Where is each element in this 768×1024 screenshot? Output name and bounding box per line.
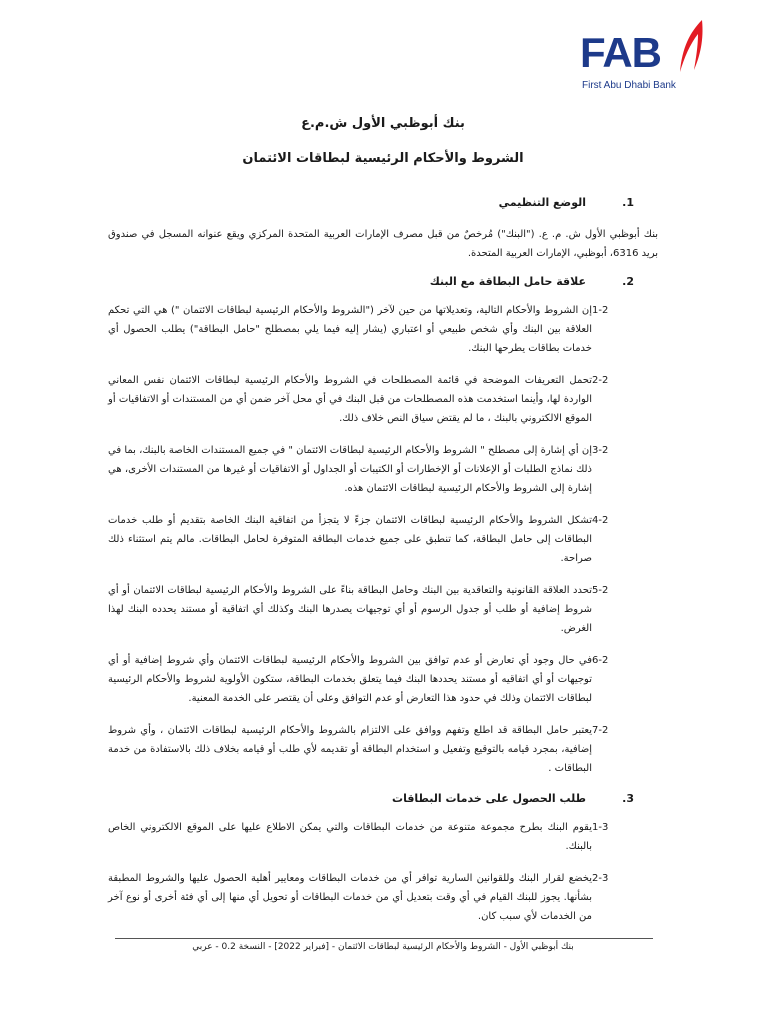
- clause-2-7: [108, 721, 658, 778]
- document-body: [108, 110, 658, 926]
- clause-3-2: [108, 869, 658, 926]
- section-heading-2: [108, 275, 658, 288]
- footer-divider: [115, 938, 653, 939]
- section-title: علاقة حامل البطاقة مع البنك: [429, 275, 586, 288]
- clause-2-3: [108, 441, 658, 498]
- intro-paragraph: بنك أبوظبي الأول ش. م. ع. ("البنك") مُرخصٌ من قبل مصرف الإمارات العربية المتحدة المركزي ويقع عنوانه المسجل في صندوق بريد 6316، أبوظبي، الإمارات العربية المتحدة.: [108, 229, 658, 259]
- clause-text: إن الشروط والأحكام التالية، وتعديلاتها من حين لآخر ("الشروط والأحكام الرئيسية لبطاقات الائتمان ") هي التي تحكم العلاقة بين البنك وأي شخص طبيعي أو اعتباري (يشار إليه فيما يلي بمصطلح "حامل البطاقة") يطلب الحصول أي خدمات بطاقات يطرحها البنك.: [108, 305, 592, 354]
- clause-text: يخضع لقرار البنك وللقوانين السارية توافر أي من خدمات البطاقات ومعايير أهلية الحصول عليها والشروط المطبقة بشأنها. يجوز للبنك القيام في أي وقت بتعديل أي من خدمات البطاقات أو تحويل أي منها إلى أي فئة أخرى أو نوع آخر من الخدمات لأي سبب كان.: [108, 873, 592, 922]
- clause-text: إن أي إشارة إلى مصطلح " الشروط والأحكام الرئيسية لبطاقات الائتمان " في جميع المستندات الخاصة بالبنك، بما في ذلك نماذج الطلبات أو الإعلانات أو الإخطارات أو الكتيبات أو الجداول أو الاتفاقيات أو غيرها من المستندات الأخرى، هي إشارة إلى الشروط والأحكام الرئيسية لبطاقات الائتمان هذه.: [108, 445, 592, 494]
- clause-text: تحمل التعريفات الموضحة في قائمة المصطلحات في الشروط والأحكام الرئيسية لبطاقات الائتمان نفس المعاني الواردة لها، وأينما استخدمت هذه المصطلحات من قبل البنك في أي محل آخر ضمن أي من المستندات أو الاتفاقيات أو الموقع الالكتروني بالبنك ، ما لم يقتض سياق النص خلاف ذلك.: [108, 375, 592, 424]
- fab-logo: [580, 18, 730, 98]
- clause-text: تشكل الشروط والأحكام الرئيسية لبطاقات الائتمان جزءً لا يتجزأ من اتفاقية البنك الخاصة بتقديم أو طلب خدمات البطاقات إلى حامل البطاقة، كما تنطبق على جميع خدمات البطاقة المتوفرة لحامل البطاقات. مالم يتم استثناء ذلك صراحة.: [108, 515, 592, 564]
- section-title: طلب الحصول على خدمات البطاقات: [392, 792, 586, 805]
- section-number: .3: [622, 792, 634, 805]
- clause-2-2: [108, 371, 658, 428]
- logo-swoosh-icon: [672, 18, 712, 88]
- page-footer: بنك أبوظبي الأول - الشروط والأحكام الرئيسية لبطاقات الائتمان - [فبراير 2022] - النسخة 0.2 - عربي: [192, 942, 574, 952]
- section-number: .1: [622, 196, 634, 209]
- clause-number: 3-2: [592, 445, 609, 456]
- clause-number: 1-3: [592, 822, 609, 833]
- logo-wordmark: FAB: [580, 29, 661, 76]
- clause-2-4: [108, 511, 658, 568]
- clause-number: 4-2: [592, 515, 609, 526]
- section-heading-1: [108, 196, 658, 209]
- clause-number: 1-2: [592, 305, 609, 316]
- clause-2-5: [108, 581, 658, 638]
- clause-number: 2-3: [592, 873, 609, 884]
- clause-number: 6-2: [592, 655, 609, 666]
- clause-2-6: [108, 651, 658, 708]
- clause-3-1: [108, 818, 658, 856]
- bank-title: بنك أبوظبي الأول ش.م.ع: [301, 116, 465, 131]
- clause-number: 7-2: [592, 725, 609, 736]
- clause-text: يقوم البنك بطرح مجموعة متنوعة من خدمات البطاقات والتي يمكن الاطلاع عليها على الموقع الالكتروني الخاص بالبنك.: [108, 822, 592, 852]
- clause-number: 2-2: [592, 375, 609, 386]
- clause-text: يعتبر حامل البطاقة قد اطلع وتفهم ووافق على الالتزام بالشروط والأحكام الرئيسية لبطاقات الائتمان ، وأي شروط إضافية، بمجرد قيامه بالتوقيع وتفعيل و استخدام البطاقة أو تقديمه لأي طلب أو قيامه بخلاف ذلك بالاستفادة من خدمة البطاقات .: [108, 725, 592, 774]
- document-title: الشروط والأحكام الرئيسية لبطاقات الائتمان: [242, 151, 524, 166]
- clause-number: 5-2: [592, 585, 609, 596]
- clause-text: في حال وجود أي تعارض أو عدم توافق بين الشروط والأحكام الرئيسية لبطاقات الائتمان وأي شروط إضافية أو أي توجيهات أو أي اتفاقيه أو مستند يحددها البنك فيما يتعلق بخدمات البطاقة، ستكون الأولوية لشروط والأحكام الرئيسية لبطاقات الائتمان وذلك في حدود هذا التعارض أو عدم التوافق وعلى أن يقتصر على الخدمة المعنية.: [108, 655, 592, 704]
- clause-2-1: [108, 301, 658, 358]
- logo-subtitle: First Abu Dhabi Bank: [582, 80, 676, 91]
- section-heading-3: [108, 792, 658, 805]
- clause-text: تحدد العلاقة القانونية والتعاقدية بين البنك وحامل البطاقة بناءً على الشروط والأحكام الرئيسية لبطاقات الائتمان أو أي شروط إضافية أو طلب أو جدول الرسوم أو أي توجيهات يصدرها البنك وكذلك أي اتفاقية أو مستند يحدده البنك لهذا الغرض.: [108, 585, 592, 634]
- section-title: الوضع التنظيمي: [498, 196, 586, 209]
- section-number: .2: [622, 275, 634, 288]
